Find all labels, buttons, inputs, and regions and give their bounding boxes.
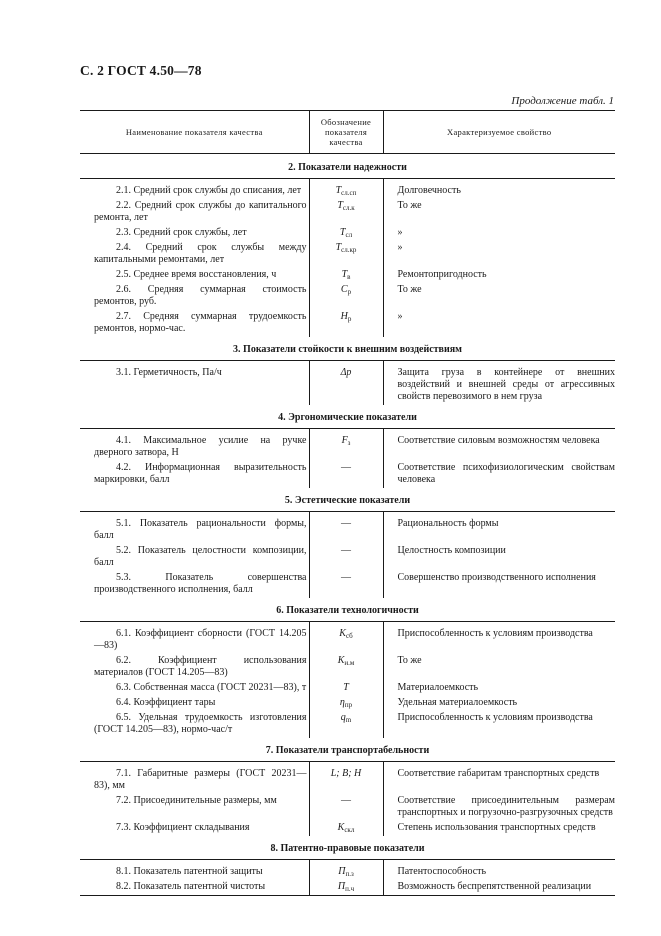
designation-cell [309,226,383,241]
table-row [80,241,615,268]
designation-symbol: T [335,242,342,253]
table-row [80,310,615,337]
designation-cell [309,184,383,199]
indicator-name-cell: 7.2. Присоединительные размеры, мм [116,795,277,806]
section-title: 4. Эргономические показатели [80,405,615,429]
column-header-designation [309,111,383,154]
designation-subscript: р [347,315,352,323]
designation-symbol: H [340,311,348,322]
property-cell: Соответствие психофизиологическим свойствам человека [397,462,615,485]
indicator-name-cell: 2.3. Средний срок службы, лет [116,227,247,238]
property-cell: Патентоспособность [397,866,487,877]
property-cell: Степень использования транспортных средств [397,822,596,833]
indicator-name-cell: 2.5. Среднее время восстановления, ч [116,269,277,280]
designation-symbol: T [337,200,343,211]
designation-symbol: П [337,881,346,892]
section-heading-row [80,405,615,429]
designation-cell [309,711,383,738]
property-cell: » [397,242,403,253]
indicator-name-cell: 5.2. Показатель целостности композиции, балл [94,545,307,568]
designation-cell [309,283,383,310]
property-cell: Удельная материалоемкость [397,697,518,708]
table-row [80,571,615,598]
designation-symbol: — [341,572,351,583]
indicator-name-cell: 8.2. Показатель патентной чистоты [80,880,309,896]
table-row [80,627,615,654]
property-cell: Соответствие силовым возможностям человека [397,435,600,446]
designation-subscript: в [347,273,351,281]
section-heading-row [80,488,615,512]
table-row [80,794,615,821]
designation-symbol: K [337,655,345,666]
indicator-name-cell: 7.1. Габаритные размеры (ГОСТ 20231—83), мм [94,768,307,791]
table-row [80,821,615,836]
table-row [80,366,615,405]
indicator-name-cell: 6.4. Коэффициент тары [116,697,216,708]
property-cell: » [397,227,403,238]
section-title: 3. Показатели стойкости к внешним воздействиям [80,337,615,361]
indicator-name-cell: 6.1. Коэффициент сборности (ГОСТ 14.205—83) [94,628,307,651]
designation-cell [309,199,383,226]
designation-symbol: T [339,227,346,238]
property-cell: » [397,311,403,322]
table-body [80,154,615,896]
table-row [80,517,615,544]
table-row [80,544,615,571]
property-cell: То же [397,200,422,211]
designation-subscript: п.ч [345,885,355,893]
table-continuation-label: Продолжение табл. 1 [511,95,614,107]
table-row [80,461,615,488]
table-row [80,880,615,896]
designation-subscript: сл.к [342,204,355,212]
designation-cell [309,767,383,794]
designation-symbol: η [339,697,345,708]
indicator-name-cell: 6.2. Коэффициент использования материалов (ГОСТ 14.205—83) [94,655,307,678]
designation-symbol: K [339,628,346,639]
designation-subscript: р [347,288,352,296]
indicator-name-cell: 5.3. Показатель совершенства производственного исполнения, балл [94,572,307,595]
designation-cell [309,366,383,405]
designation-cell [309,681,383,696]
property-cell: Материалоемкость [397,682,479,693]
section-title: 6. Показатели технологичности [80,598,615,622]
table-row [80,434,615,461]
section-title: 5. Эстетические показатели [80,488,615,512]
section-heading-row [80,738,615,762]
table-row [80,681,615,696]
designation-subscript: сб [345,632,353,640]
designation-subscript: и.м [344,659,355,667]
column-header-designation-line: качества [329,137,363,147]
page-header: С. 2 ГОСТ 4.50—78 [80,63,202,78]
table-row [80,767,615,794]
property-cell: Долговечность [397,185,461,196]
designation-subscript: сл.сп [341,189,357,197]
property-cell: Соответствие габаритам транспортных средств [397,768,600,779]
section-title: 7. Показатели транспортабельности [80,738,615,762]
table-row [80,184,615,199]
designation-cell [309,696,383,711]
designation-subscript: пр [344,701,353,709]
column-header-designation-line: показателя [324,127,368,137]
indicator-name-cell: 7.3. Коэффициент складывания [116,822,250,833]
indicator-name-cell: 2.2. Средний срок службы до капитального ремонта, лет [94,200,307,223]
property-cell: Целостность композиции [397,545,506,556]
quality-indicators-table [80,110,615,896]
indicator-name-cell: 6.5. Удельная трудоемкость изготовления (ГОСТ 14.205—83), нормо-час/т [94,712,307,735]
designation-subscript: п.з [345,870,354,878]
property-cell: Возможность беспрепятственной реализации [383,880,615,896]
designation-symbol: — [341,795,351,806]
column-header-property: Характеризуемое свойство [383,111,615,154]
designation-cell [309,268,383,283]
property-cell: Совершенство производственного исполнения [397,572,596,583]
table-row [80,283,615,310]
designation-cell [309,654,383,681]
section-title: 2. Показатели надежности [80,154,615,179]
designation-symbol: T [341,269,348,280]
table-row [80,654,615,681]
section-heading-row [80,836,615,860]
designation-cell [309,241,383,268]
property-cell: Ремонтопригодность [397,269,487,280]
designation-cell [309,310,383,337]
indicator-name-cell: 2.1. Средний срок службы до списания, лет [116,185,302,196]
property-cell: Защита груза в контейнере от внешних воздействий и внешней среды от агрессивных свойств перевозимого в нем груза [397,367,615,402]
property-cell: Приспособленность к условиям производства [397,712,593,723]
designation-subscript: сл [345,231,353,239]
table-row [80,711,615,738]
table-row [80,865,615,880]
designation-cell [309,821,383,836]
designation-cell [309,517,383,544]
indicator-name-cell: 4.1. Максимальное усилие на ручке дверного затвора, Н [94,435,307,458]
designation-subscript: скл [344,826,355,834]
designation-subscript: з [347,439,351,447]
indicator-name-cell: 6.3. Собственная масса (ГОСТ 20231—83), т [116,682,307,693]
designation-cell [309,544,383,571]
designation-symbol: K [337,822,345,833]
designation-cell [309,461,383,488]
designation-symbol: — [341,462,351,473]
designation-cell [309,794,383,821]
indicator-name-cell: 4.2. Информационная выразительность маркировки, балл [94,462,307,485]
section-heading-row [80,337,615,361]
designation-symbol: F [341,435,348,446]
indicator-name-cell: 3.1. Герметичность, Па/ч [116,367,222,378]
section-title: 8. Патентно-правовые показатели [80,836,615,860]
column-header-indicator-name: Наименование показателя качества [80,111,309,154]
property-cell: То же [397,655,422,666]
table-row [80,268,615,283]
property-cell: То же [397,284,422,295]
designation-symbol: — [341,545,351,556]
designation-symbol: q [340,712,346,723]
table-row [80,696,615,711]
indicator-name-cell: 8.1. Показатель патентной защиты [116,866,263,877]
property-cell: Соответствие присоединительным размерам транспортных и погрузочно-разгрузочных средств [397,795,615,818]
table-header [80,111,615,154]
section-heading-row [80,598,615,622]
designation-symbol: C [340,284,348,295]
designation-symbol: П [338,866,346,877]
indicator-name-cell: 2.6. Средняя суммарная стоимость ремонтов, руб. [94,284,307,307]
designation-subscript: m [345,716,352,724]
section-heading-row [80,154,615,179]
designation-symbol: T [335,185,342,196]
designation-cell [309,880,383,896]
designation-symbol: L; B; H [330,768,362,779]
indicator-name-cell: 5.1. Показатель рациональности формы, балл [94,518,307,541]
designation-cell [309,627,383,654]
property-cell: Рациональность формы [397,518,499,529]
designation-cell [309,434,383,461]
column-header-designation-line: Обозначение [320,117,372,127]
designation-subscript: сл.кр [341,246,357,254]
designation-symbol: T [343,682,349,693]
indicator-name-cell: 2.4. Средний срок службы между капитальными ремонтами, лет [94,242,307,265]
designation-symbol: — [341,518,351,529]
designation-cell [309,571,383,598]
designation-symbol: Δp [340,367,352,378]
designation-cell [309,865,383,880]
table-row [80,199,615,226]
property-cell: Приспособленность к условиям производства [397,628,593,639]
indicator-name-cell: 2.7. Средняя суммарная трудоемкость ремонтов, нормо-час. [94,311,307,334]
table-row [80,226,615,241]
